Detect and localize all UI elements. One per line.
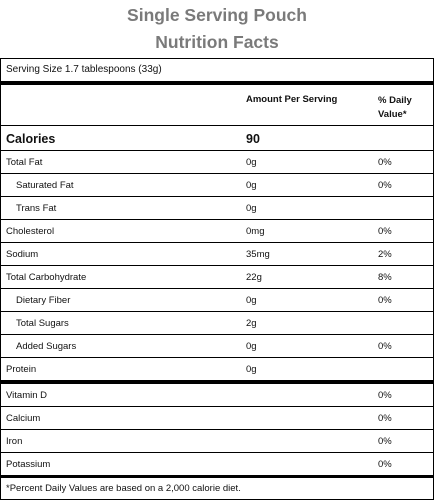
nutrient-row-saturated-fat [1, 174, 433, 197]
nutrient-row-protein [1, 358, 433, 380]
nutrient-label: Total Sugars [16, 318, 69, 329]
nutrient-row-cholesterol [1, 220, 433, 243]
vitamin-label: Iron [6, 436, 23, 447]
nutrient-row-total-fat [1, 151, 433, 174]
vitamin-daily-value: 0% [378, 390, 392, 401]
title-line-1: Single Serving Pouch [127, 5, 307, 25]
vitamin-label: Potassium [6, 459, 51, 470]
nutrient-daily-value: 2% [378, 249, 392, 260]
nutrient-label: Protein [6, 364, 37, 375]
serving-size: Serving Size 1.7 tablespoons (33g) [6, 64, 162, 75]
daily-value-header [378, 94, 412, 122]
nutrition-panel [0, 58, 434, 500]
nutrient-daily-value: 0% [378, 180, 392, 191]
title-line-2: Nutrition Facts [155, 32, 279, 52]
nutrient-row-dietary-fiber [1, 289, 433, 312]
vitamin-row-calcium [1, 407, 433, 430]
nutrient-row-sodium [1, 243, 433, 266]
nutrient-amount: 0g [246, 180, 257, 191]
vitamin-row-vitamin-d [1, 384, 433, 407]
vitamin-daily-value: 0% [378, 459, 392, 470]
amount-per-serving-header: Amount Per Serving [246, 94, 338, 105]
nutrient-daily-value: 0% [378, 157, 392, 168]
nutrient-daily-value: 8% [378, 272, 392, 283]
nutrient-amount: 22g [246, 272, 262, 283]
column-header-row [1, 85, 433, 126]
nutrient-amount: 0g [246, 203, 257, 214]
nutrient-amount: 0g [246, 157, 257, 168]
vitamin-daily-value: 0% [378, 413, 392, 424]
nutrient-label: Trans Fat [16, 203, 57, 214]
nutrient-amount: 0g [246, 364, 257, 375]
nutrient-row-trans-fat [1, 197, 433, 220]
nutrient-amount: 35mg [246, 249, 270, 260]
nutrient-row-added-sugars [1, 335, 433, 358]
vitamin-daily-value: 0% [378, 436, 392, 447]
nutrient-daily-value: 0% [378, 226, 392, 237]
calories-row [1, 126, 433, 151]
vitamin-label: Calcium [6, 413, 41, 424]
title-block [0, 0, 434, 60]
nutrient-label: Total Fat [6, 157, 43, 168]
vitamin-row-iron [1, 430, 433, 453]
nutrient-label: Saturated Fat [16, 180, 74, 191]
nutrient-label: Added Sugars [16, 341, 77, 352]
calories-value: 90 [246, 132, 260, 146]
nutrient-daily-value: 0% [378, 341, 392, 352]
nutrient-label: Sodium [6, 249, 39, 260]
nutrient-amount: 0g [246, 295, 257, 306]
daily-value-header-line-1: % Daily [378, 95, 412, 106]
nutrient-daily-value: 0% [378, 295, 392, 306]
daily-value-header-line-2: Value* [378, 109, 407, 120]
calories-label: Calories [6, 132, 56, 146]
nutrient-label: Cholesterol [6, 226, 55, 237]
nutrient-amount: 2g [246, 318, 257, 329]
nutrient-amount: 0mg [246, 226, 265, 237]
vitamin-label: Vitamin D [6, 390, 48, 401]
nutrient-label: Dietary Fiber [16, 295, 71, 306]
nutrient-row-total-sugars [1, 312, 433, 335]
vitamin-row-potassium [1, 453, 433, 475]
nutrient-amount: 0g [246, 341, 257, 352]
nutrient-label: Total Carbohydrate [6, 272, 87, 283]
nutrient-row-total-carbohydrate [1, 266, 433, 289]
footnote: *Percent Daily Values are based on a 2,000 calorie diet. [6, 483, 241, 494]
